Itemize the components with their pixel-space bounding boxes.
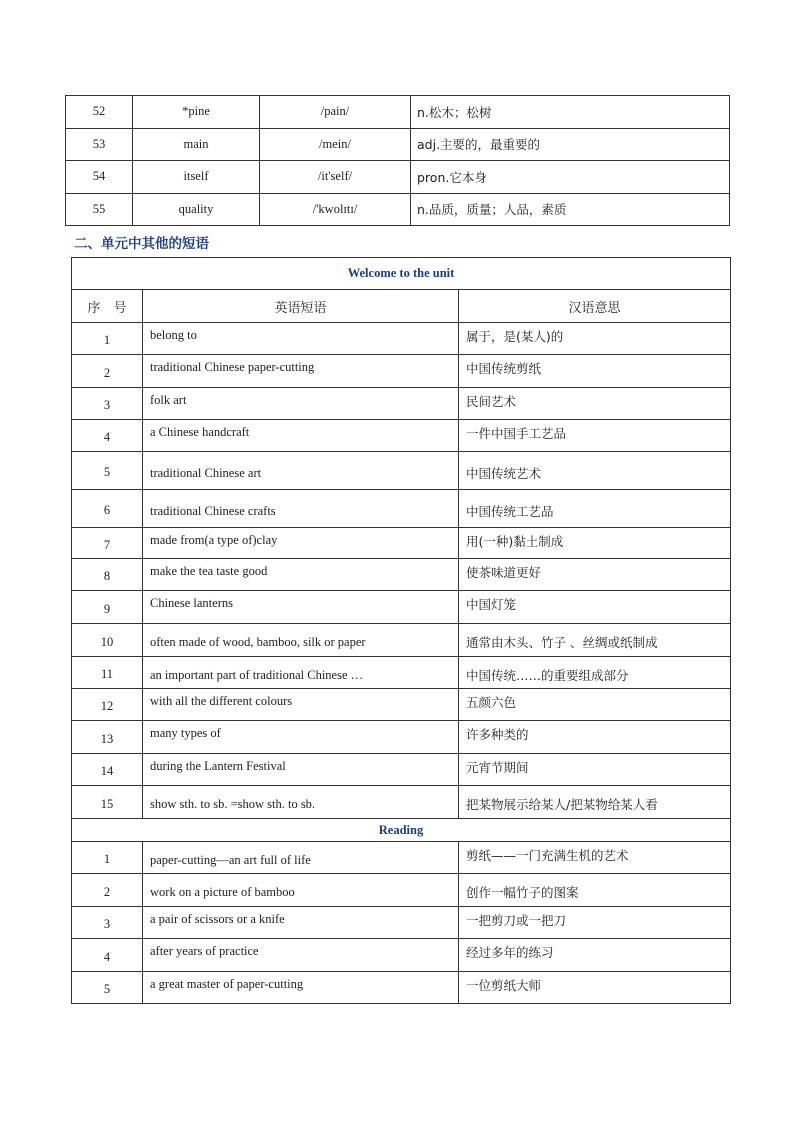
english-phrase: folk art bbox=[143, 388, 459, 420]
english-phrase: Chinese lanterns bbox=[143, 591, 459, 624]
group-title-row bbox=[72, 819, 731, 842]
table-row bbox=[72, 721, 731, 754]
row-number: 2 bbox=[72, 355, 143, 388]
table-row bbox=[72, 939, 731, 972]
vocab-row bbox=[66, 193, 730, 226]
vocab-meaning: pron.它本身 bbox=[411, 161, 730, 194]
vocab-meaning: n.松木；松树 bbox=[411, 96, 730, 129]
chinese-meaning: 中国灯笼 bbox=[459, 591, 731, 624]
english-phrase: often made of wood, bamboo, silk or paper bbox=[143, 624, 459, 657]
english-phrase: many types of bbox=[143, 721, 459, 754]
table-row bbox=[72, 842, 731, 874]
chinese-meaning: 把某物展示给某人/把某物给某人看 bbox=[459, 786, 731, 819]
vocab-number: 55 bbox=[66, 193, 133, 226]
table-row bbox=[72, 786, 731, 819]
vocab-phonetic: /pain/ bbox=[260, 96, 411, 129]
row-number: 2 bbox=[72, 874, 143, 907]
table-row bbox=[72, 388, 731, 420]
english-phrase: traditional Chinese crafts bbox=[143, 490, 459, 528]
row-number: 1 bbox=[72, 842, 143, 874]
row-number: 1 bbox=[72, 323, 143, 355]
chinese-meaning: 五颜六色 bbox=[459, 689, 731, 721]
row-number: 6 bbox=[72, 490, 143, 528]
chinese-meaning: 元宵节期间 bbox=[459, 754, 731, 786]
row-number: 10 bbox=[72, 624, 143, 657]
row-number: 5 bbox=[72, 972, 143, 1004]
table-row bbox=[72, 528, 731, 559]
vocab-word: main bbox=[133, 128, 260, 161]
table-row bbox=[72, 657, 731, 689]
header-english: 英语短语 bbox=[143, 290, 459, 323]
row-number: 7 bbox=[72, 528, 143, 559]
chinese-meaning: 中国传统剪纸 bbox=[459, 355, 731, 388]
table-row bbox=[72, 452, 731, 490]
chinese-meaning: 创作一幅竹子的图案 bbox=[459, 874, 731, 907]
chinese-meaning: 剪纸——一门充满生机的艺术 bbox=[459, 842, 731, 874]
english-phrase: during the Lantern Festival bbox=[143, 754, 459, 786]
vocab-phonetic: /'kwolɪtɪ/ bbox=[260, 193, 411, 226]
chinese-meaning: 通常由木头、竹子 、丝绸或纸制成 bbox=[459, 624, 731, 657]
english-phrase: paper-cutting—an art full of life bbox=[143, 842, 459, 874]
english-phrase: an important part of traditional Chinese … bbox=[143, 657, 459, 689]
english-phrase: after years of practice bbox=[143, 939, 459, 972]
table-row bbox=[72, 490, 731, 528]
table-row bbox=[72, 874, 731, 907]
row-number: 5 bbox=[72, 452, 143, 490]
english-phrase: a great master of paper-cutting bbox=[143, 972, 459, 1004]
vocab-meaning: n.品质，质量；人品，素质 bbox=[411, 193, 730, 226]
table-row bbox=[72, 323, 731, 355]
section-heading: 二、单元中其他的短语 bbox=[74, 236, 209, 252]
chinese-meaning: 一件中国手工艺品 bbox=[459, 420, 731, 452]
table-row bbox=[72, 624, 731, 657]
english-phrase: traditional Chinese art bbox=[143, 452, 459, 490]
table-row bbox=[72, 420, 731, 452]
row-number: 3 bbox=[72, 388, 143, 420]
vocab-number: 53 bbox=[66, 128, 133, 161]
vocab-row bbox=[66, 161, 730, 194]
vocab-number: 54 bbox=[66, 161, 133, 194]
row-number: 4 bbox=[72, 939, 143, 972]
chinese-meaning: 使茶味道更好 bbox=[459, 559, 731, 591]
table-row bbox=[72, 591, 731, 624]
row-number: 3 bbox=[72, 907, 143, 939]
row-number: 9 bbox=[72, 591, 143, 624]
chinese-meaning: 一位剪纸大师 bbox=[459, 972, 731, 1004]
english-phrase: make the tea taste good bbox=[143, 559, 459, 591]
english-phrase: made from(a type of)clay bbox=[143, 528, 459, 559]
chinese-meaning: 属于，是(某人)的 bbox=[459, 323, 731, 355]
vocab-row bbox=[66, 96, 730, 129]
english-phrase: a pair of scissors or a knife bbox=[143, 907, 459, 939]
chinese-meaning: 用(一种)黏土制成 bbox=[459, 528, 731, 559]
group-title-row bbox=[72, 258, 731, 290]
table-row bbox=[72, 907, 731, 939]
vocab-word: itself bbox=[133, 161, 260, 194]
vocab-meaning: adj.主要的，最重要的 bbox=[411, 128, 730, 161]
table-header-row bbox=[72, 290, 731, 323]
row-number: 4 bbox=[72, 420, 143, 452]
table-row bbox=[72, 972, 731, 1004]
vocab-number: 52 bbox=[66, 96, 133, 129]
english-phrase: show sth. to sb. =show sth. to sb. bbox=[143, 786, 459, 819]
chinese-meaning: 一把剪刀或一把刀 bbox=[459, 907, 731, 939]
group-title-welcome: Welcome to the unit bbox=[72, 258, 731, 290]
vocab-row bbox=[66, 128, 730, 161]
vocab-phonetic: /mein/ bbox=[260, 128, 411, 161]
vocab-word: *pine bbox=[133, 96, 260, 129]
table-row bbox=[72, 754, 731, 786]
row-number: 13 bbox=[72, 721, 143, 754]
phrases-table bbox=[71, 257, 731, 1004]
chinese-meaning: 民间艺术 bbox=[459, 388, 731, 420]
header-number: 序 号 bbox=[72, 290, 143, 323]
english-phrase: a Chinese handcraft bbox=[143, 420, 459, 452]
table-row bbox=[72, 689, 731, 721]
row-number: 15 bbox=[72, 786, 143, 819]
english-phrase: with all the different colours bbox=[143, 689, 459, 721]
table-row bbox=[72, 559, 731, 591]
row-number: 11 bbox=[72, 657, 143, 689]
chinese-meaning: 中国传统工艺品 bbox=[459, 490, 731, 528]
row-number: 14 bbox=[72, 754, 143, 786]
vocab-word: quality bbox=[133, 193, 260, 226]
chinese-meaning: 经过多年的练习 bbox=[459, 939, 731, 972]
vocab-phonetic: /it'self/ bbox=[260, 161, 411, 194]
row-number: 12 bbox=[72, 689, 143, 721]
table-row bbox=[72, 355, 731, 388]
row-number: 8 bbox=[72, 559, 143, 591]
header-chinese: 汉语意思 bbox=[459, 290, 731, 323]
chinese-meaning: 中国传统艺术 bbox=[459, 452, 731, 490]
english-phrase: work on a picture of bamboo bbox=[143, 874, 459, 907]
english-phrase: belong to bbox=[143, 323, 459, 355]
english-phrase: traditional Chinese paper-cutting bbox=[143, 355, 459, 388]
vocabulary-table bbox=[65, 95, 730, 226]
chinese-meaning: 许多种类的 bbox=[459, 721, 731, 754]
group-title-reading: Reading bbox=[72, 819, 731, 842]
chinese-meaning: 中国传统……的重要组成部分 bbox=[459, 657, 731, 689]
